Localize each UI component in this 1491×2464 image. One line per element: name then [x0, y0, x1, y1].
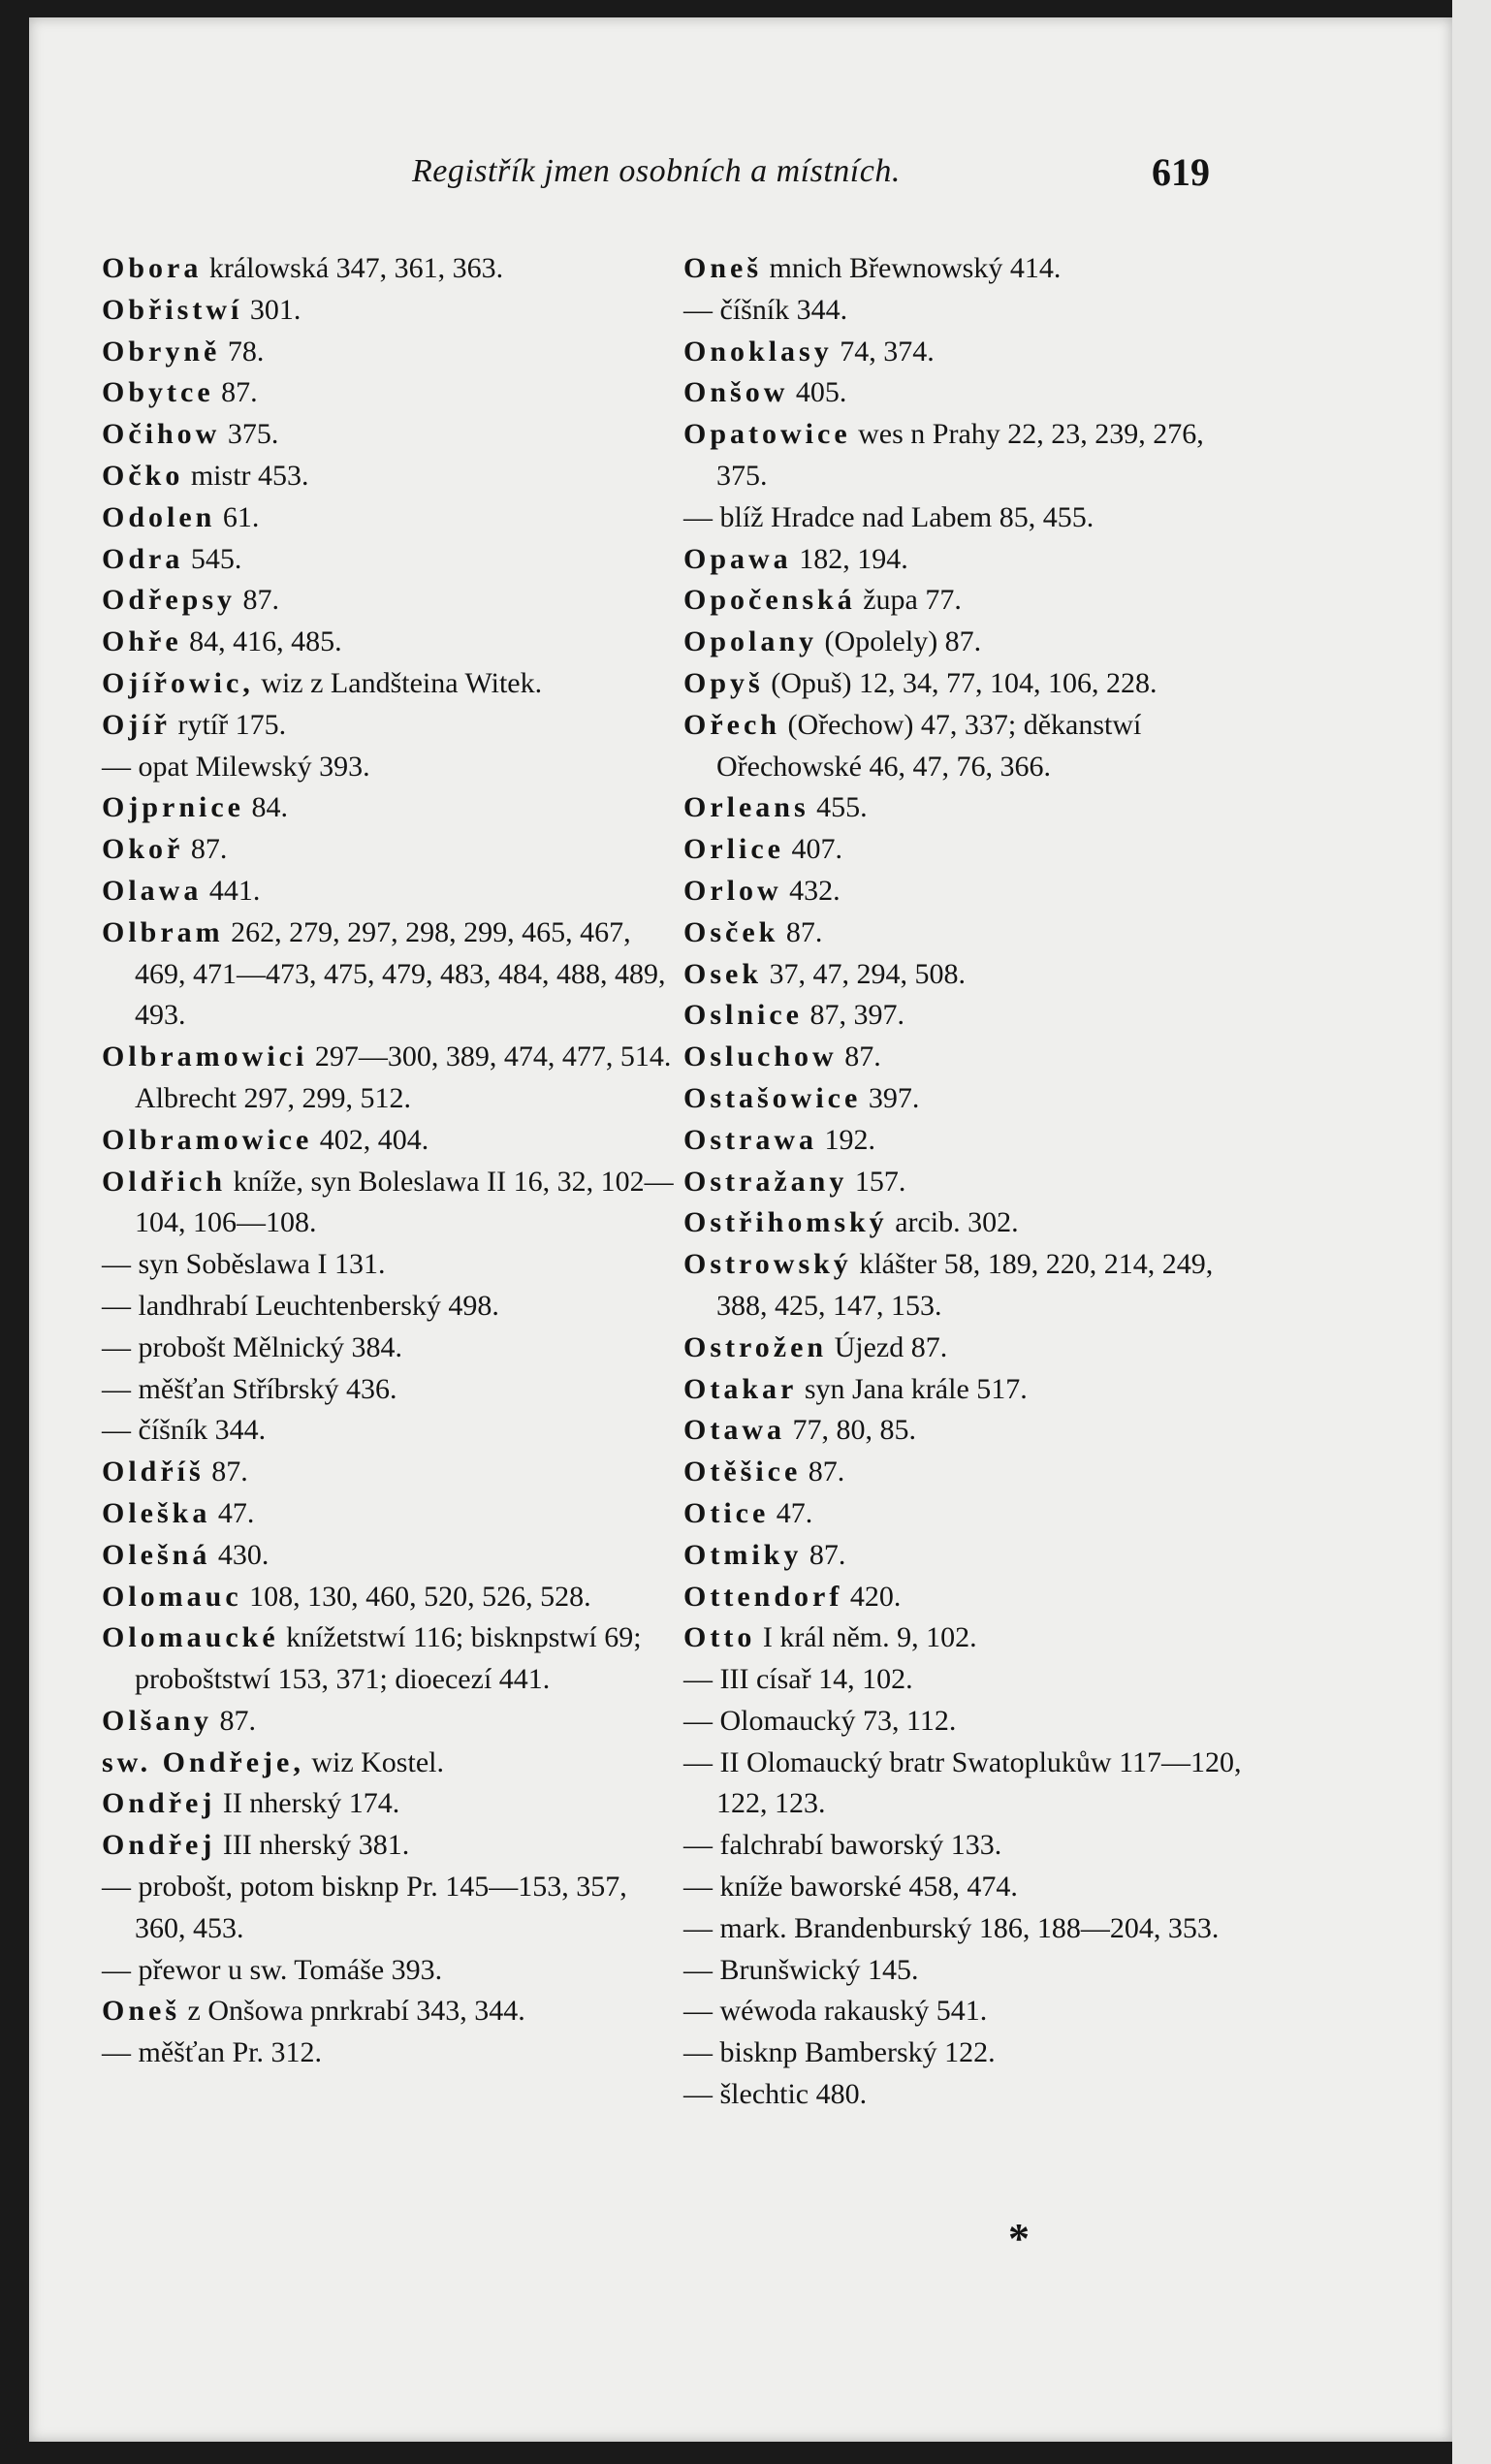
- entry-headword: Otmiky: [683, 1538, 803, 1571]
- index-entry: [102, 1950, 674, 1992]
- index-entry: [102, 1991, 674, 2032]
- entry-text: králowská 347, 361, 363.: [202, 252, 504, 284]
- page-header: [29, 150, 1452, 211]
- index-entry: [102, 1244, 674, 1286]
- entry-headword: Otakar: [683, 1372, 798, 1405]
- entry-headword: Obora: [102, 252, 203, 284]
- entry-headword: Olbramowici: [102, 1040, 308, 1073]
- index-entry: [683, 1202, 1246, 1244]
- index-entry: [683, 1120, 1246, 1162]
- index-entry: [102, 290, 674, 332]
- entry-text: 441.: [202, 874, 261, 907]
- entry-headword: Ostašowice: [683, 1081, 862, 1114]
- entry-headword: Orlow: [683, 874, 782, 907]
- entry-headword: Otice: [683, 1496, 770, 1529]
- entry-text: 182, 194.: [791, 542, 908, 575]
- entry-headword: Opyš: [683, 666, 764, 699]
- entry-text: 87.: [204, 1456, 248, 1488]
- index-entry: [102, 1037, 674, 1120]
- entry-headword: Osek: [683, 957, 763, 990]
- entry-headword: Oslnice: [683, 999, 803, 1032]
- entry-text: 301.: [242, 293, 301, 326]
- entry-headword: Osček: [683, 915, 779, 948]
- index-entry: [683, 622, 1246, 663]
- entry-text: — blíž Hradce nad Labem 85, 455.: [683, 500, 1094, 533]
- entry-headword: Ondřej: [102, 1787, 216, 1820]
- entry-headword: Olawa: [102, 874, 203, 907]
- entry-text: — bisknp Bamberský 122.: [683, 2036, 996, 2069]
- entry-text: 262, 279, 297, 298, 299, 465, 467, 469, 471—473, 475, 479, 483, 484, 488, 489, 493.: [135, 915, 666, 1032]
- entry-headword: Otawa: [683, 1414, 785, 1447]
- index-entry: [102, 622, 674, 663]
- entry-headword: Očko: [102, 459, 184, 492]
- index-entry: [102, 1701, 674, 1743]
- index-entry: [683, 1908, 1246, 1950]
- entry-headword: Obřistwí: [102, 293, 243, 326]
- entry-text: — šlechtic 480.: [683, 2078, 868, 2111]
- entry-text: 77, 80, 85.: [785, 1414, 916, 1447]
- entry-text: Újezd 87.: [827, 1330, 948, 1363]
- entry-headword: Odra: [102, 542, 184, 575]
- index-entry: [683, 1867, 1246, 1908]
- entry-text: 157.: [847, 1165, 906, 1198]
- entry-text: 84, 416, 485.: [181, 625, 342, 658]
- entry-headword: Ondřej: [102, 1829, 216, 1862]
- index-entry: [683, 1162, 1246, 1203]
- index-entry: [102, 1743, 674, 1784]
- entry-text: syn Jana krále 517.: [797, 1372, 1028, 1405]
- index-entry: [683, 2074, 1246, 2116]
- index-entry: [102, 456, 674, 497]
- entry-headword: Okoř: [102, 833, 184, 866]
- entry-text: 87.: [183, 833, 228, 866]
- index-entry: [102, 829, 674, 871]
- index-entry: [683, 871, 1246, 912]
- entry-headword: Oldřich: [102, 1165, 227, 1198]
- index-entry: [683, 1825, 1246, 1867]
- entry-text: — II Olomaucký bratr Swatoplukůw 117—120, 122, 123.: [683, 1745, 1242, 1820]
- index-column-left: [102, 248, 674, 2074]
- index-entry: [683, 539, 1246, 581]
- entry-text: 87.: [801, 1456, 845, 1488]
- entry-text: 430.: [210, 1538, 270, 1571]
- index-entry: [683, 663, 1246, 705]
- entry-headword: Odolen: [102, 500, 216, 533]
- index-entry: [102, 871, 674, 912]
- entry-text: — měšťan Pr. 312.: [102, 2036, 322, 2069]
- entry-text: 397.: [861, 1081, 920, 1114]
- entry-headword: Očihow: [102, 418, 221, 451]
- entry-text: 87.: [802, 1538, 846, 1571]
- index-entry: [683, 1078, 1246, 1120]
- entry-text: — číšník 344.: [683, 293, 848, 326]
- entry-headword: Olomauc: [102, 1580, 242, 1613]
- index-entry: [683, 372, 1246, 414]
- index-entry: [683, 1535, 1246, 1577]
- entry-text: — mark. Brandenburský 186, 188—204, 353.: [683, 1911, 1220, 1944]
- entry-headword: Otěšice: [683, 1456, 802, 1488]
- index-entry: [683, 1577, 1246, 1618]
- index-entry: [102, 1825, 674, 1867]
- index-entry: [102, 580, 674, 622]
- index-entry: [102, 1120, 674, 1162]
- page-number: 619: [1152, 150, 1210, 194]
- index-entry: [102, 1452, 674, 1493]
- index-entry: [683, 1369, 1246, 1411]
- running-title: Registřík jmen osobních a místních.: [412, 153, 901, 189]
- entry-headword: Opolany: [683, 625, 818, 658]
- entry-headword: Opočenská: [683, 584, 856, 617]
- entry-headword: Orleans: [683, 791, 809, 824]
- entry-text: 78.: [220, 335, 265, 368]
- index-entry: [102, 332, 674, 373]
- entry-text: mnich Břewnowský 414.: [762, 252, 1062, 284]
- index-entry: [102, 1328, 674, 1369]
- entry-headword: Onšow: [683, 376, 789, 409]
- index-entry: [683, 1617, 1246, 1659]
- entry-text: mistr 453.: [183, 459, 309, 492]
- entry-text: 405.: [788, 376, 847, 409]
- end-asterisk: *: [1008, 2215, 1030, 2262]
- entry-headword: Olšany: [102, 1704, 213, 1737]
- entry-text: 87, 397.: [803, 999, 904, 1032]
- entry-text: 108, 130, 460, 520, 526, 528.: [241, 1580, 591, 1613]
- entry-text: 47.: [769, 1496, 813, 1529]
- index-entry: [683, 1659, 1246, 1701]
- entry-text: 61.: [215, 500, 260, 533]
- entry-text: wiz z Landšteina Witek.: [253, 666, 543, 699]
- entry-text: 432.: [781, 874, 841, 907]
- entry-text: — syn Soběslawa I 131.: [102, 1248, 386, 1281]
- index-entry: [102, 1577, 674, 1618]
- entry-text: — probošt Mělnický 384.: [102, 1330, 402, 1363]
- index-entry: [102, 747, 674, 788]
- index-column-right: [683, 248, 1246, 2116]
- entry-headword: Ohře: [102, 625, 182, 658]
- entry-headword: Opatowice: [683, 418, 851, 451]
- entry-headword: Ořech: [683, 708, 780, 741]
- entry-headword: Ojprnice: [102, 791, 244, 824]
- index-entry: [683, 1991, 1246, 2032]
- index-entry: [683, 1743, 1246, 1826]
- entry-text: knížetstwí 116; bisknpstwí 69; proboštstwí 153, 371; dioecezí 441.: [135, 1621, 642, 1696]
- entry-headword: Ojířowic,: [102, 666, 254, 699]
- entry-text: arcib. 302.: [887, 1206, 1019, 1239]
- entry-headword: Olbramowice: [102, 1123, 313, 1156]
- index-entry: [102, 787, 674, 829]
- entry-headword: Ostrowský: [683, 1248, 852, 1281]
- entry-headword: Olešná: [102, 1538, 211, 1571]
- entry-text: 192.: [816, 1123, 875, 1156]
- entry-headword: Obryně: [102, 335, 221, 368]
- index-entry: [102, 1867, 674, 1950]
- entry-headword: Oneš: [683, 252, 763, 284]
- index-entry: [683, 1452, 1246, 1493]
- entry-text: 297—300, 389, 474, 477, 514. Albrecht 297, 299, 512.: [135, 1040, 672, 1114]
- entry-text: — kníže baworské 458, 474.: [683, 1871, 1018, 1904]
- entry-headword: Obytce: [102, 376, 214, 409]
- index-entry: [683, 787, 1246, 829]
- index-entry: [683, 1328, 1246, 1369]
- index-entry: [102, 1493, 674, 1535]
- index-entry: [683, 248, 1246, 290]
- index-entry: [102, 1410, 674, 1452]
- page-edge: [1452, 0, 1491, 2464]
- entry-headword: Opawa: [683, 542, 792, 575]
- index-entry: [683, 332, 1246, 373]
- entry-text: 545.: [183, 542, 242, 575]
- index-entry: [683, 580, 1246, 622]
- entry-text: wes n Prahy 22, 23, 239, 276, 375.: [716, 418, 1204, 492]
- entry-text: — číšník 344.: [102, 1414, 267, 1447]
- index-entry: [683, 954, 1246, 996]
- entry-headword: Ostražany: [683, 1165, 848, 1198]
- entry-text: — Brunšwický 145.: [683, 1953, 919, 1986]
- index-entry: [102, 1783, 674, 1825]
- entry-text: — III císař 14, 102.: [683, 1663, 913, 1696]
- entry-text: — falchrabí baworský 133.: [683, 1829, 1002, 1862]
- entry-text: župa 77.: [855, 584, 962, 617]
- index-entry: [683, 1244, 1246, 1328]
- index-entry: [102, 705, 674, 747]
- index-entry: [102, 414, 674, 456]
- entry-text: 37, 47, 294, 508.: [762, 957, 967, 990]
- entry-text: 87.: [236, 584, 280, 617]
- entry-text: — landhrabí Leuchtenberský 498.: [102, 1289, 499, 1322]
- index-entry: [683, 1701, 1246, 1743]
- entry-text: 87.: [212, 1704, 257, 1737]
- index-entry: [102, 912, 674, 1037]
- entry-text: 87.: [213, 376, 258, 409]
- entry-text: — přewor u sw. Tomáše 393.: [102, 1953, 443, 1986]
- index-entry: [683, 2032, 1246, 2074]
- entry-headword: Oleška: [102, 1496, 211, 1529]
- index-entry: [683, 1410, 1246, 1452]
- entry-text: 87.: [778, 915, 823, 948]
- entry-text: 402, 404.: [312, 1123, 429, 1156]
- entry-headword: Ostrožen: [683, 1330, 828, 1363]
- index-entry: [102, 1286, 674, 1328]
- entry-text: — měšťan Stříbrský 436.: [102, 1372, 397, 1405]
- entry-headword: Ostřihomský: [683, 1206, 888, 1239]
- entry-text: (Opuš) 12, 34, 77, 104, 106, 228.: [763, 666, 1158, 699]
- index-entry: [102, 1162, 674, 1245]
- entry-headword: Oneš: [102, 1995, 181, 2028]
- index-entry: [102, 663, 674, 705]
- entry-text: 47.: [210, 1496, 255, 1529]
- book-page: [29, 17, 1452, 2442]
- entry-headword: Otto: [683, 1621, 756, 1654]
- entry-headword: Odřepsy: [102, 584, 237, 617]
- entry-text: — Olomaucký 73, 112.: [683, 1704, 957, 1737]
- entry-text: kníže, syn Boleslawa II 16, 32, 102—104, 106—108.: [135, 1165, 674, 1239]
- index-entry: [102, 539, 674, 581]
- index-entry: [102, 1535, 674, 1577]
- entry-headword: Ojíř: [102, 708, 171, 741]
- entry-text: I král něm. 9, 102.: [755, 1621, 977, 1654]
- entry-headword: Onoklasy: [683, 335, 833, 368]
- entry-headword: Ostrawa: [683, 1123, 817, 1156]
- entry-text: 375.: [220, 418, 279, 451]
- entry-headword: Olbram: [102, 915, 224, 948]
- entry-headword: Orlice: [683, 833, 784, 866]
- entry-text: 84.: [243, 791, 288, 824]
- index-entry: [683, 414, 1246, 497]
- entry-headword: Osluchow: [683, 1040, 838, 1073]
- entry-text: — opat Milewský 393.: [102, 750, 370, 783]
- entry-text: 74, 374.: [832, 335, 935, 368]
- entry-text: wiz Kostel.: [303, 1745, 444, 1778]
- index-entry: [102, 248, 674, 290]
- entry-text: 87.: [837, 1040, 881, 1073]
- index-entry: [683, 290, 1246, 332]
- entry-text: 407.: [783, 833, 842, 866]
- index-entry: [102, 497, 674, 539]
- index-entry: [683, 497, 1246, 539]
- entry-headword: Oldříš: [102, 1456, 205, 1488]
- entry-text: II nherský 174.: [215, 1787, 400, 1820]
- entry-text: — wéwoda rakauský 541.: [683, 1995, 988, 2028]
- entry-text: III nherský 381.: [215, 1829, 410, 1862]
- index-entry: [102, 2032, 674, 2074]
- index-entry: [102, 372, 674, 414]
- index-entry: [683, 829, 1246, 871]
- index-entry: [102, 1617, 674, 1701]
- index-entry: [683, 705, 1246, 788]
- entry-headword: Ottendorf: [683, 1580, 843, 1613]
- entry-text: z Onšowa pnrkrabí 343, 344.: [180, 1995, 525, 2028]
- index-entry: [683, 912, 1246, 954]
- index-entry: [683, 1950, 1246, 1992]
- entry-text: — probošt, potom bisknp Pr. 145—153, 357, 360, 453.: [102, 1871, 627, 1944]
- index-entry: [683, 1493, 1246, 1535]
- entry-text: (Ořechow) 47, 337; děkanstwí Ořechowské 46, 47, 76, 366.: [716, 708, 1142, 783]
- entry-text: 455.: [809, 791, 868, 824]
- entry-text: 420.: [842, 1580, 902, 1613]
- index-entry: [102, 1369, 674, 1411]
- entry-text: klášter 58, 189, 220, 214, 249, 388, 425, 147, 153.: [716, 1248, 1214, 1322]
- index-entry: [683, 1037, 1246, 1078]
- entry-text: rytíř 175.: [170, 708, 287, 741]
- entry-headword: sw. Ondřeje,: [102, 1745, 304, 1778]
- index-entry: [683, 995, 1246, 1037]
- entry-headword: Olomaucké: [102, 1621, 279, 1654]
- entry-text: (Opolely) 87.: [817, 625, 982, 658]
